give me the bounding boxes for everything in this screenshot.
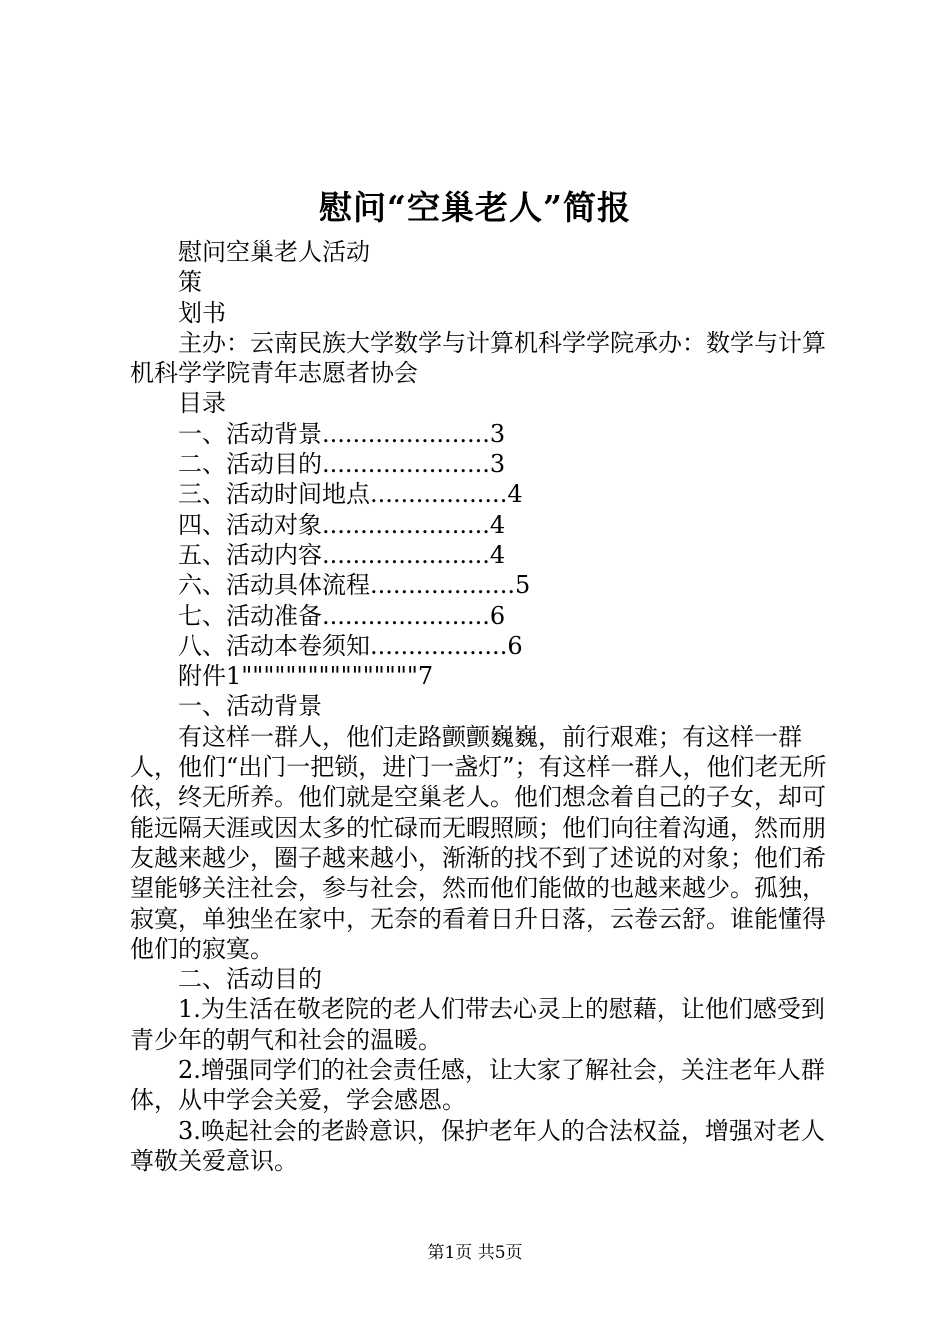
- toc-entry: 五、活动内容......................4: [178, 540, 506, 569]
- toc-entry: 附件1""""""""""""""""7: [178, 662, 434, 691]
- intro-line: 策: [178, 268, 202, 297]
- toc-entry: 一、活动背景......................3: [178, 419, 506, 448]
- section-heading: 二、活动目的: [178, 965, 322, 994]
- goal-item: 1.为生活在敬老院的老人们带去心灵上的慰藉，让他们感受到青少年的朝气和社会的温暖。: [130, 995, 825, 1054]
- document-body: [130, 237, 830, 1176]
- goal-item: 2.增强同学们的社会责任感，让大家了解社会，关注老年人群体，从中学会关爱，学会感恩。: [130, 1056, 825, 1115]
- toc-entry: 七、活动准备......................6: [178, 601, 506, 630]
- document-title: 慰问“空巢老人”简报: [319, 188, 631, 227]
- page-footer: 第1页 共5页: [427, 1243, 523, 1263]
- toc-entry: 三、活动时间地点..................4: [178, 480, 523, 509]
- organizers-paragraph: 主办：云南民族大学数学与计算机科学学院承办：数学与计算机科学学院青年志愿者协会: [130, 328, 826, 388]
- section-heading: 一、活动背景: [178, 692, 322, 721]
- toc-heading: 目录: [178, 389, 226, 418]
- toc-entry: 八、活动本卷须知..................6: [178, 631, 523, 660]
- goal-item: 3.唤起社会的老龄意识，保护老年人的合法权益，增强对老人尊敬关爱意识。: [130, 1116, 825, 1175]
- toc-entry: 二、活动目的......................3: [178, 450, 506, 479]
- toc-entry: 六、活动具体流程...................5: [178, 571, 531, 600]
- toc-entry: 四、活动对象......................4: [178, 510, 506, 539]
- intro-line: 划书: [178, 298, 226, 327]
- section-paragraph: 有这样一群人，他们走路颤颤巍巍，前行艰难；有这样一群人，他们“出门一把锁，进门一盏灯”；有这样一群人，他们老无所依，终无所养。他们就是空巢老人。他们想念着自己的子女，却可能远隔天涯或因太多的忙碌而无暇照顾；他们向往着沟通，然而朋友越来越少，圈子越来越小，渐渐的找不到了述说的对象；他们希望能够关注社会，参与社会，然而他们能做的也越来越少。孤独，寂寞，单独坐在家中，无奈的看着日升日落，云卷云舒。谁能懂得他们的寂寞。: [130, 722, 827, 963]
- intro-line: 慰问空巢老人活动: [178, 238, 370, 266]
